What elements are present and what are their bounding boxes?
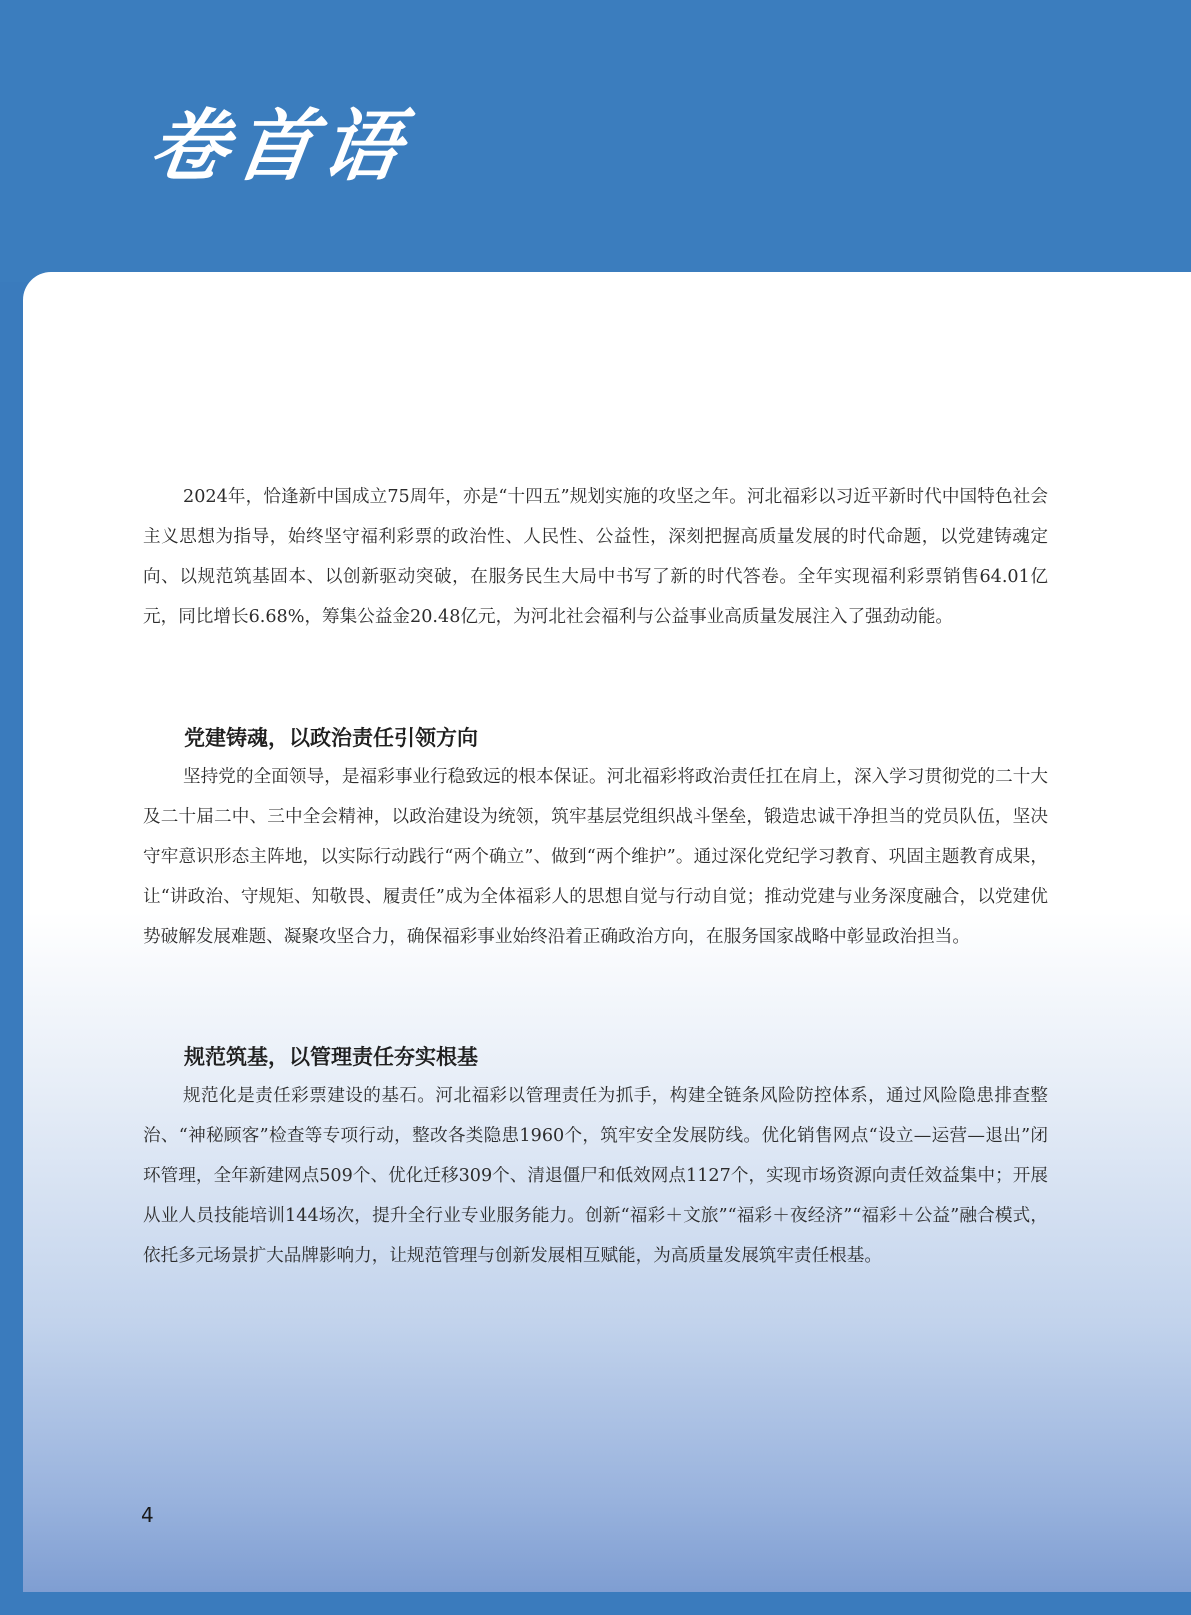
section-heading-party-building: 党建铸魂，以政治责任引领方向: [184, 726, 478, 750]
section-paragraph-standardization: 规范化是责任彩票建设的基石。河北福彩以管理责任为抓手，构建全链条风险防控体系，通过风险隐患排查整治、“神秘顾客”检查等专项行动，整改各类隐患1960个，筑牢安全发展防线。优化销售网点“设立—运营—退出”闭环管理，全年新建网点509个、优化迁移309个、清退僵尸和低效网点1127个，实现市场资源向责任效益集中；开展从业人员技能培训144场次，提升全行业专业服务能力。创新“福彩＋文旅”“福彩＋夜经济”“福彩＋公益”融合模式，依托多元场景扩大品牌影响力，让规范管理与创新发展相互赋能，为高质量发展筑牢责任根基。: [143, 1086, 1048, 1266]
page-title: 卷首语: [143, 101, 415, 192]
section-heading-standardization: 规范筑基，以管理责任夯实根基: [184, 1045, 478, 1069]
section-paragraph-party-building: 坚持党的全面领导，是福彩事业行稳致远的根本保证。河北福彩将政治责任扛在肩上，深入学习贯彻党的二十大及二十届二中、三中全会精神，以政治建设为统领，筑牢基层党组织战斗堡垒，锻造忠诚干净担当的党员队伍，坚决守牢意识形态主阵地，以实际行动践行“两个确立”、做到“两个维护”。通过深化党纪学习教育、巩固主题教育成果，让“讲政治、守规矩、知敬畏、履责任”成为全体福彩人的思想自觉与行动自觉；推动党建与业务深度融合，以党建优势破解发展难题、凝聚攻坚合力，确保福彩事业始终沿着正确政治方向，在服务国家战略中彰显政治担当。: [143, 767, 1048, 947]
page-number: 4: [141, 1503, 154, 1527]
intro-paragraph: 2024年，恰逢新中国成立75周年，亦是“十四五”规划实施的攻坚之年。河北福彩以习近平新时代中国特色社会主义思想为指导，始终坚守福利彩票的政治性、人民性、公益性，深刻把握高质量发展的时代命题，以党建铸魂定向、以规范筑基固本、以创新驱动突破，在服务民生大局中书写了新的时代答卷。全年实现福利彩票销售64.01亿元，同比增长6.68%，筹集公益金20.48亿元，为河北社会福利与公益事业高质量发展注入了强劲动能。: [143, 487, 1048, 627]
